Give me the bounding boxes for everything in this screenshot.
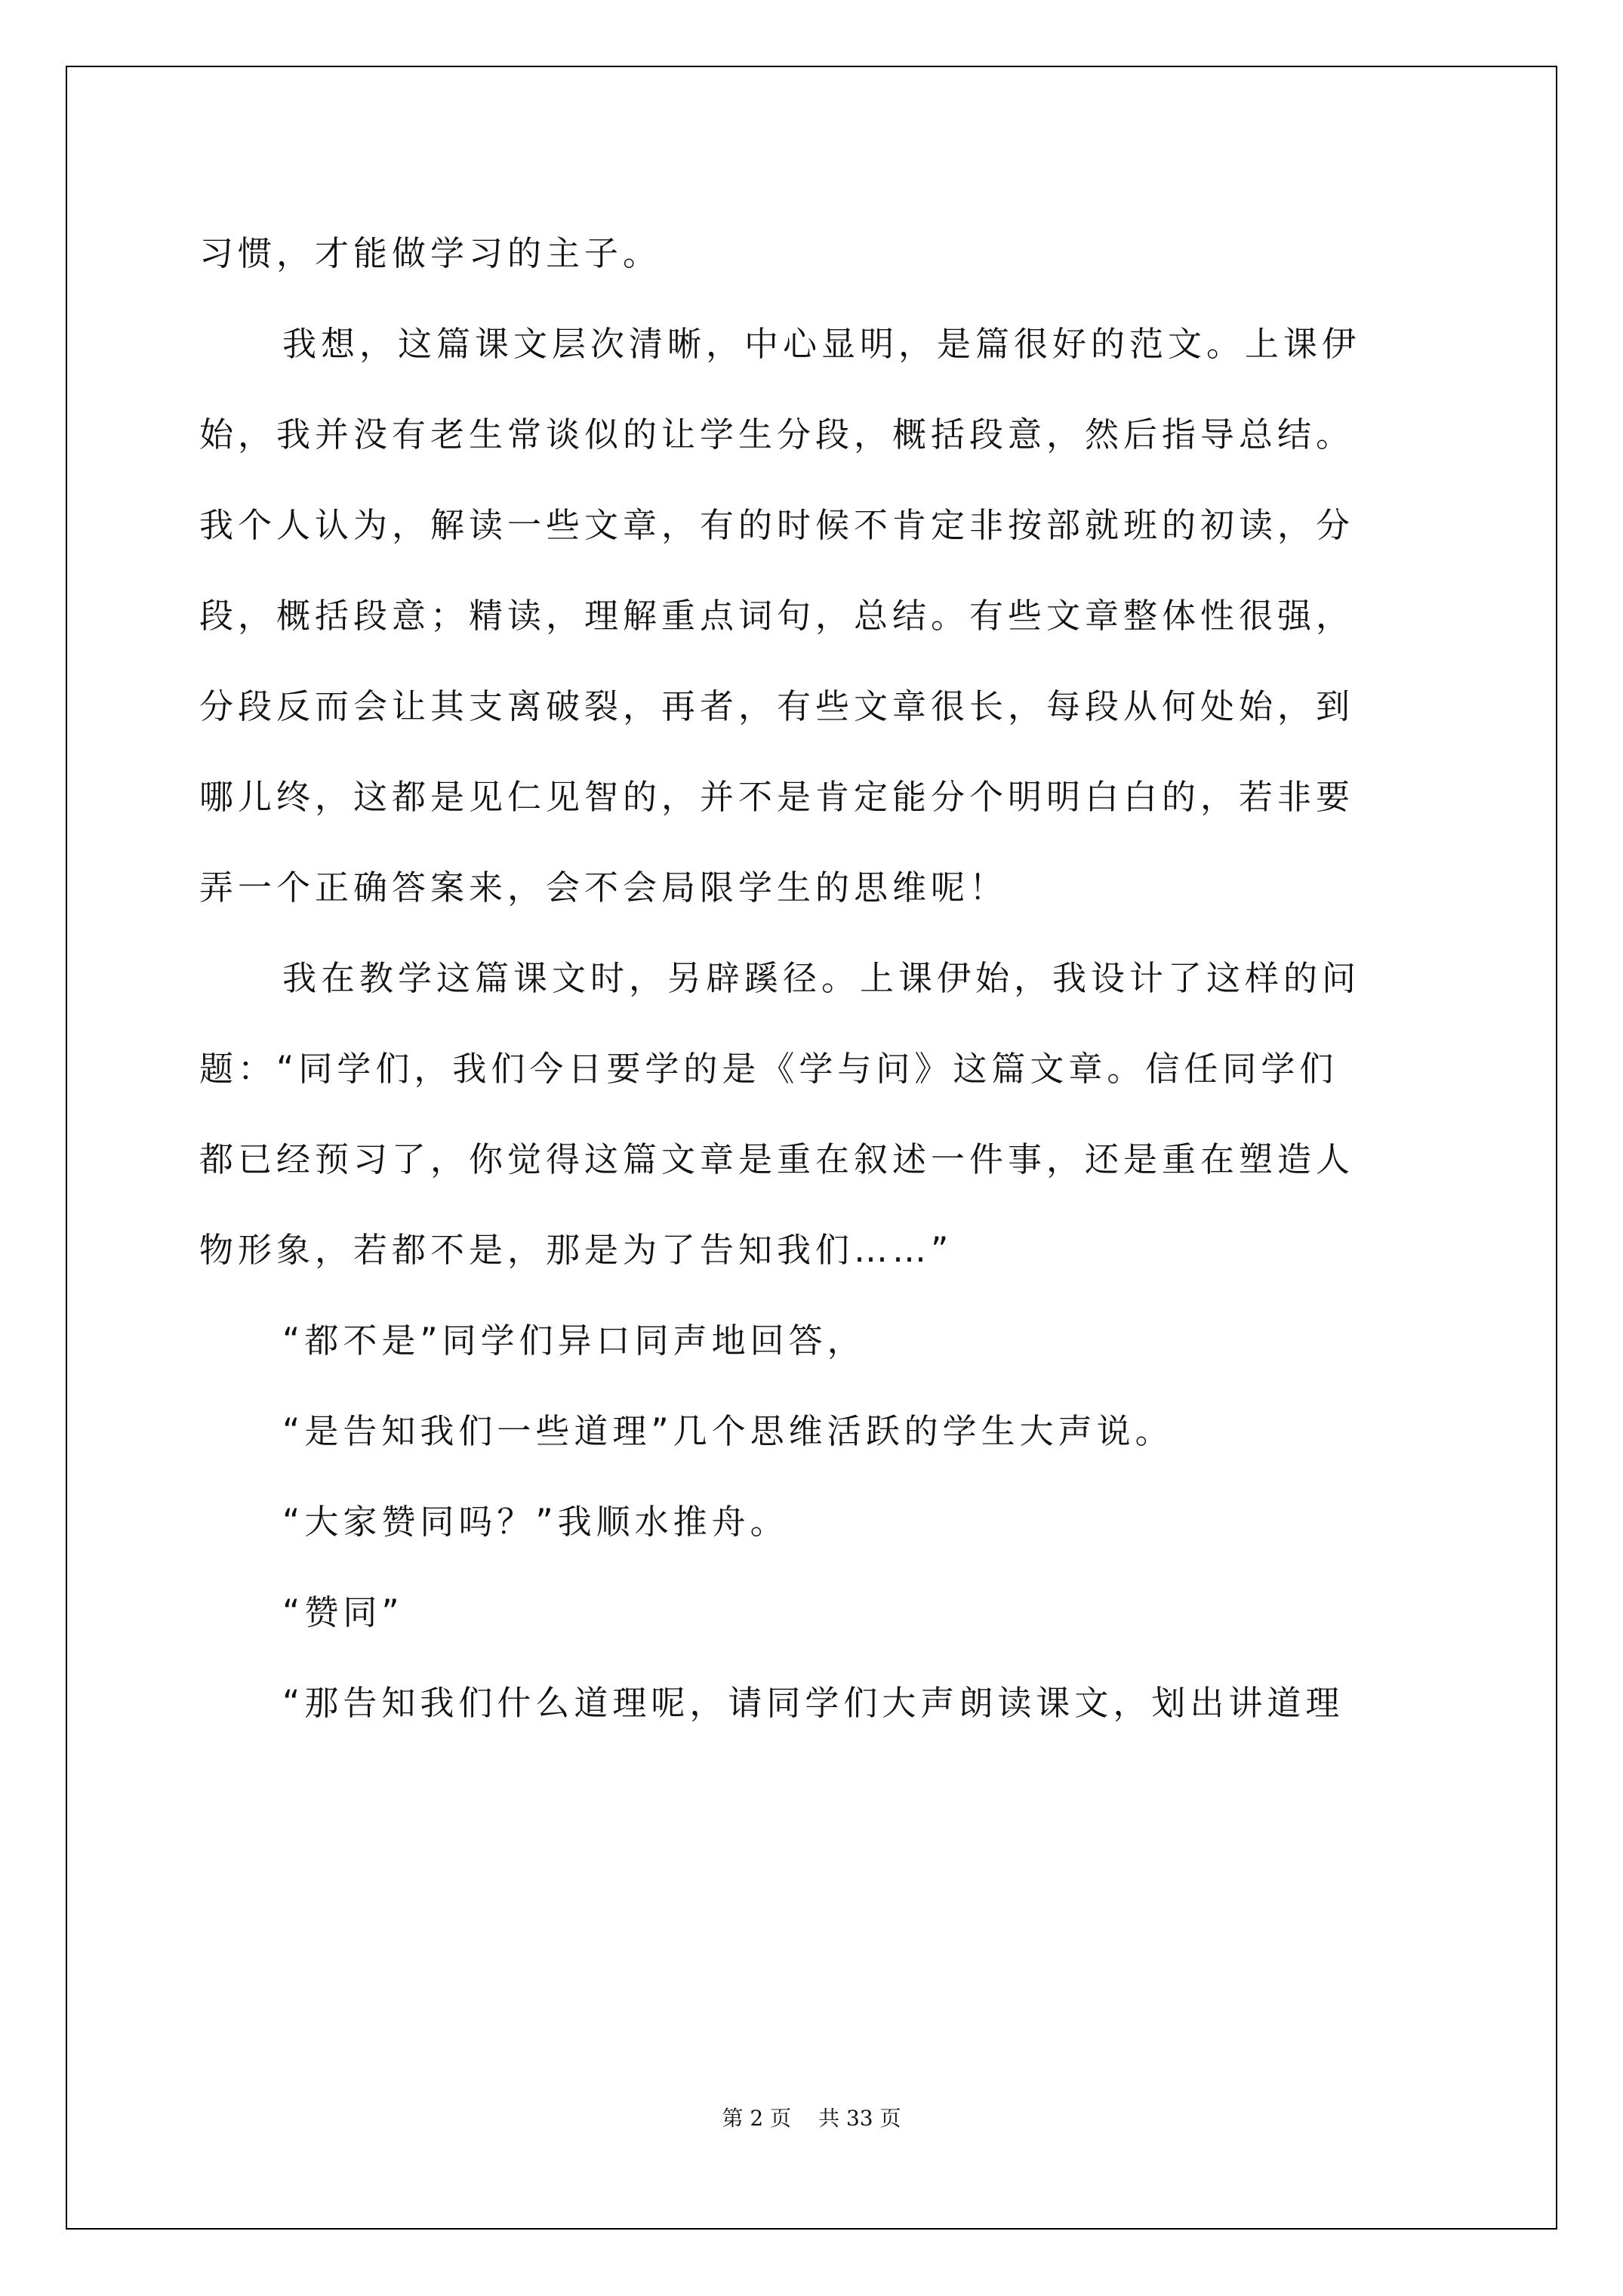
text-line: “大家赞同吗？”我顺水推舟。 (282, 1502, 789, 1542)
text-line: 物形象，若都不是，那是为了告知我们……” (199, 1230, 953, 1270)
text-line: “赞同” (282, 1592, 404, 1632)
text-line: 我想，这篇课文层次清晰，中心显明，是篇很好的范文。上课伊 (282, 324, 1361, 364)
text-line: 段，概括段意；精读，理解重点词句，总结。有些文章整体性很强， (199, 596, 1355, 636)
text-line: 我个人认为，解读一些文章，有的时候不肯定非按部就班的初读，分 (199, 505, 1355, 545)
text-line: 始，我并没有老生常谈似的让学生分段，概括段意，然后指导总结。 (199, 415, 1355, 455)
text-line: 我在教学这篇课文时，另辟蹊径。上课伊始，我设计了这样的问 (282, 958, 1361, 998)
page-footer (0, 2103, 1623, 2134)
page-total: 共 33 页 (818, 2106, 901, 2131)
text-line: 题：“同学们，我们今日要学的是《学与问》这篇文章。信任同学们 (199, 1049, 1338, 1089)
text-line: 弄一个正确答案来，会不会局限学生的思维呢！ (199, 868, 1009, 908)
text-line: 分段反而会让其支离破裂，再者，有些文章很长，每段从何处始，到 (199, 686, 1355, 726)
text-line: 都已经预习了，你觉得这篇文章是重在叙述一件事，还是重在塑造人 (199, 1139, 1355, 1179)
text-line: “都不是”同学们异口同声地回答， (282, 1321, 866, 1361)
text-line: 习惯，才能做学习的主子。 (199, 233, 662, 273)
text-line: “那告知我们什么道理呢，请同学们大声朗读课文，划出讲道理 (282, 1683, 1344, 1723)
page-number: 第 2 页 (722, 2106, 792, 2131)
text-line: “是告知我们一些道理”几个思维活跃的学生大声说。 (282, 1411, 1174, 1451)
text-line: 哪儿终，这都是见仁见智的，并不是肯定能分个明明白白的，若非要 (199, 777, 1355, 817)
